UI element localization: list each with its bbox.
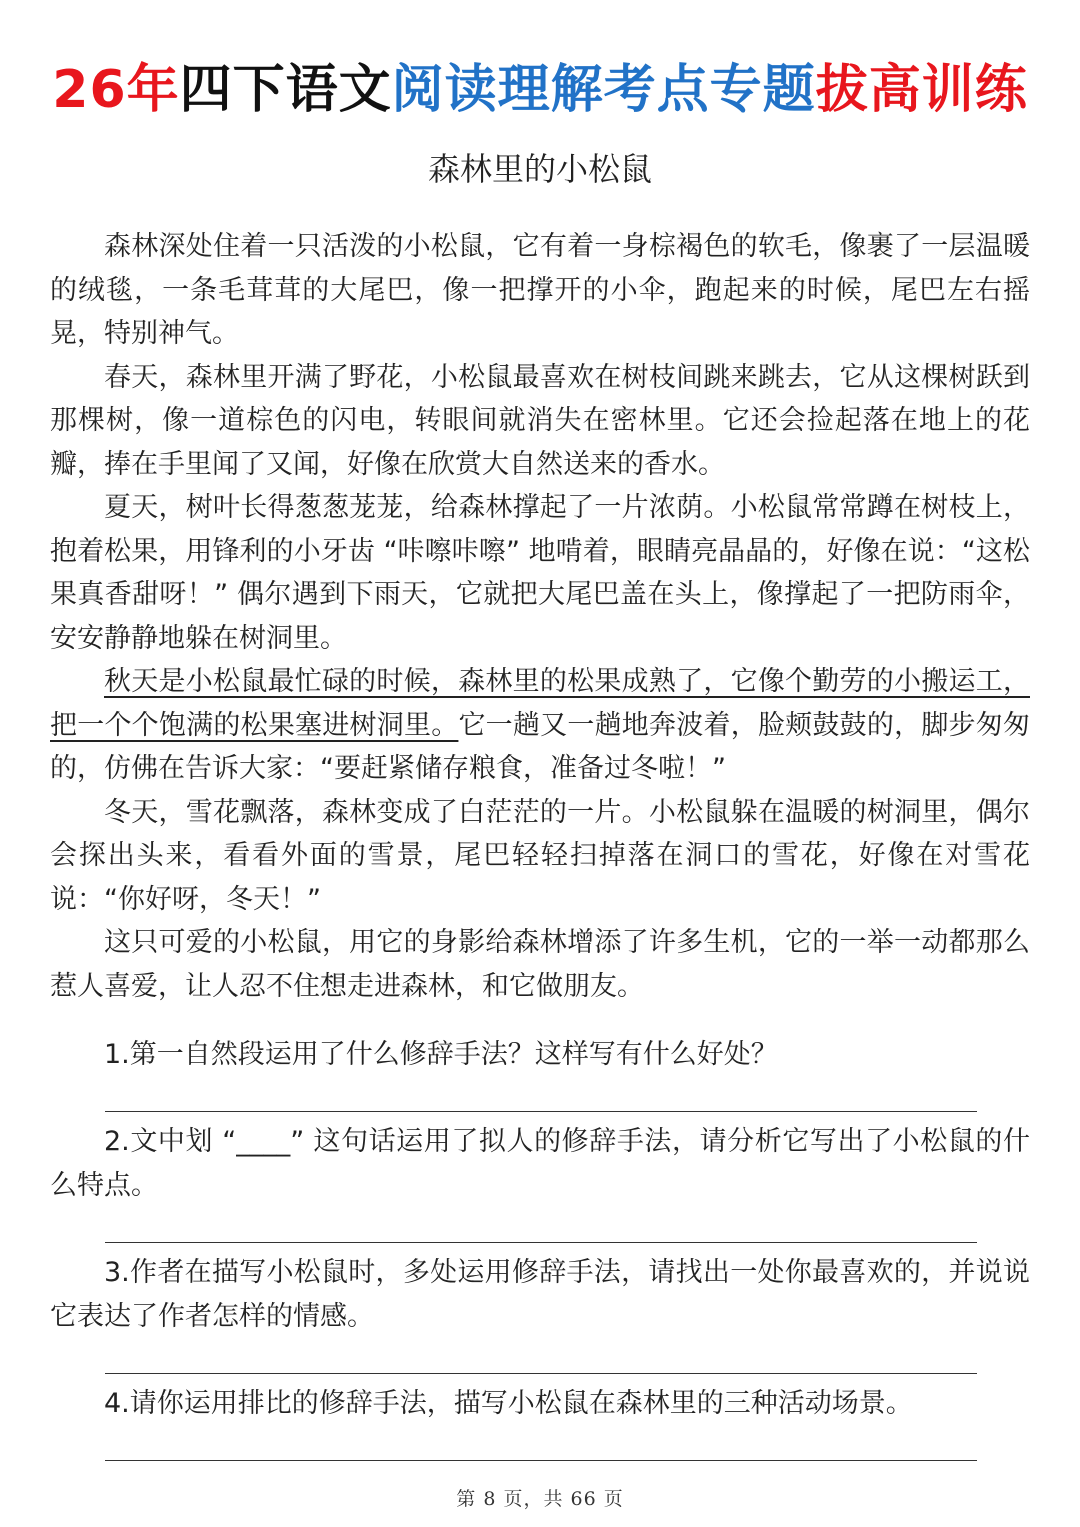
answer-line-1[interactable] [105, 1111, 977, 1112]
underlined-sentence: 秋天是小松鼠最忙碌的时候，森林里的松果成熟了，它像个勤劳的小搬运工，把一个个饱满的松果塞进树洞里。 [50, 666, 1030, 741]
paragraph-2: 春天，森林里开满了野花，小松鼠最喜欢在树枝间跳来跳去，它从这棵树跃到那棵树，像一道棕色的闪电，转眼间就消失在密林里。它还会捡起落在地上的花瓣，捧在手里闻了又闻，好像在欣赏大自然送来的香水。 [50, 361, 1030, 480]
page-title [0, 55, 1080, 125]
title-topic-blue: 阅读理解考点专题 [391, 60, 816, 120]
paragraph-4-rest: 它一趟又一趟地奔波着，脸颊鼓鼓的，脚步匆匆的，仿佛在告诉大家：“要赶紧储存粮食，准备过冬啦！” [50, 709, 1031, 784]
question-4: 4.请你运用排比的修辞手法，描写小松鼠在森林里的三种活动场景。 [104, 1388, 913, 1419]
title-year-red: 26年 [52, 60, 180, 120]
answer-line-4[interactable] [105, 1460, 977, 1461]
paragraph-4 [50, 660, 1030, 791]
paragraph-1: 森林深处住着一只活泼的小松鼠，它有着一身棕褐色的软毛，像裹了一层温暖的绒毯，一条毛茸茸的大尾巴，像一把撑开的小伞，跑起来的时候，尾巴左右摇晃，特别神气。 [50, 231, 1030, 349]
paragraph-5: 冬天，雪花飘落，森林变成了白茫茫的一片。小松鼠躲在温暖的树洞里，偶尔会探出头来，看看外面的雪景，尾巴轻轻扫掉落在洞口的雪花，好像在对雪花说：“你好呀，冬天！” [50, 796, 1030, 915]
title-grade-black: 四下语文 [179, 60, 392, 120]
story-title: 森林里的小松鼠 [427, 150, 652, 188]
reading-passage [50, 225, 1030, 1008]
question-1: 1.第一自然段运用了什么修辞手法？这样写有什么好处？ [104, 1039, 778, 1070]
question-3: 3.作者在描写小松鼠时，多处运用修辞手法，请找出一处你最喜欢的，并说说它表达了作者怎样的情感。 [50, 1257, 1030, 1332]
title-training-red: 拔高训练 [815, 60, 1028, 120]
page-number: 第 8 页，共 66 页 [456, 1488, 624, 1510]
question-2: 2.文中划 “____” 这句话运用了拟人的修辞手法，请分析它写出了小松鼠的什么特点。 [50, 1126, 1030, 1201]
paragraph-3: 夏天，树叶长得葱葱茏茏，给森林撑起了一片浓荫。小松鼠常常蹲在树枝上，抱着松果，用锋利的小牙齿 “咔嚓咔嚓” 地啃着，眼睛亮晶晶的，好像在说：“这松果真香甜呀！” 偶尔遇到下雨天，它就把大尾巴盖在头上，像撑起了一把防雨伞，安安静静地躲在树洞里。 [50, 492, 1030, 654]
answer-line-2[interactable] [105, 1242, 977, 1243]
paragraph-6: 这只可爱的小松鼠，用它的身影给森林增添了许多生机，它的一举一动都那么惹人喜爱，让人忍不住想走进森林，和它做朋友。 [50, 927, 1030, 1002]
answer-line-3[interactable] [105, 1373, 977, 1374]
